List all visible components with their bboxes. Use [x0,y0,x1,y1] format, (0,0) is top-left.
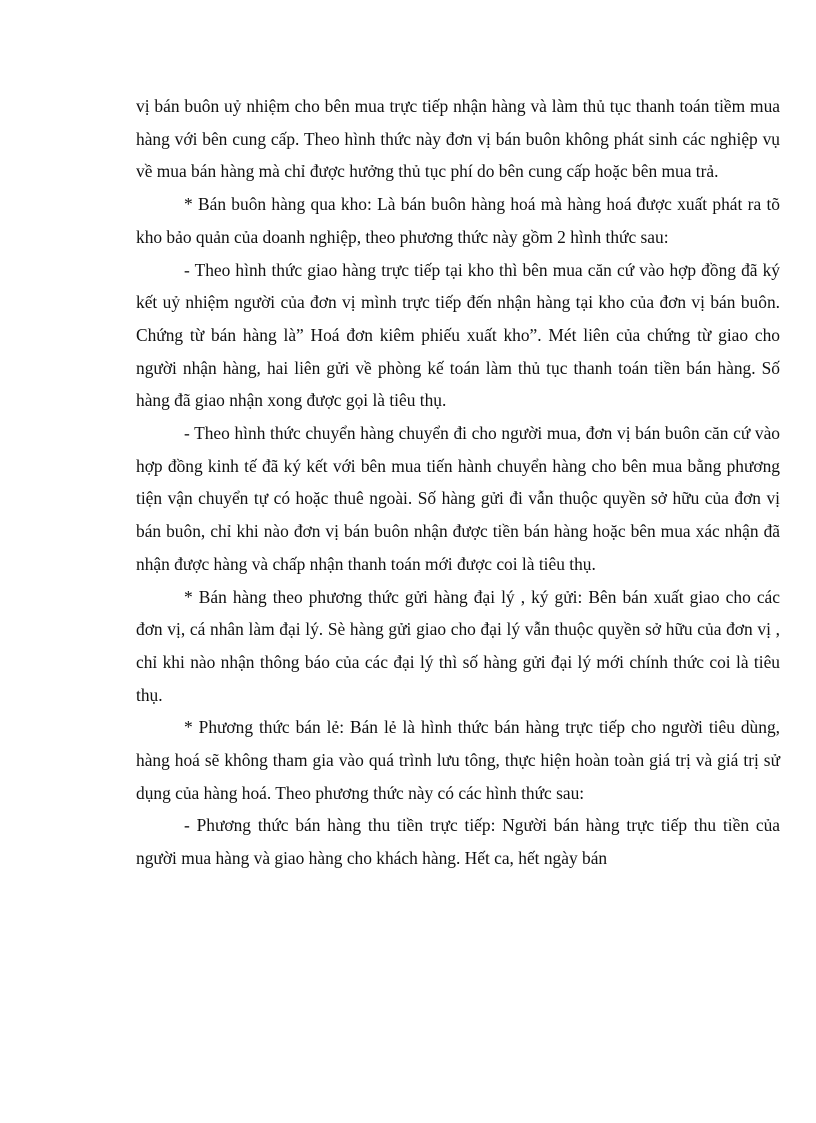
document-page [136,90,780,875]
paragraph-direct-delivery: - Theo hình thức giao hàng trực tiếp tại kho thì bên mua căn cứ vào hợp đồng đã ký kết uỷ nhiệm người của đơn vị mình trực tiếp đến nhận hàng tại kho của đơn vị bán buôn. Chứng từ bán hàng là” Hoá đơn kiêm phiếu xuất kho”. Mét liên của chứng từ giao cho người nhận hàng, hai liên gửi về phòng kế toán làm thủ tục thanh toán tiền bán hàng. Số hàng đã giao nhận xong được gọi là tiêu thụ. [136,259,780,411]
paragraph-retail: * Phương thức bán lẻ: Bán lẻ là hình thức bán hàng trực tiếp cho người tiêu dùng, hàng hoá sẽ không tham gia vào quá trình lưu tông, thực hiện hoàn toàn giá trị và giá trị sử dụng của hàng hoá. Theo phương thức này có các hình thức sau: [136,717,780,803]
paragraph-direct-collection: - Phương thức bán hàng thu tiền trực tiếp: Người bán hàng trực tiếp thu tiền của người mua hàng và giao hàng cho khách hàng. Hết ca, hết ngày bán [136,815,780,869]
paragraph-consignment: * Bán hàng theo phương thức gửi hàng đại lý , ký gửi: Bên bán xuất giao cho các đơn vị, cá nhân làm đại lý. Sè hàng gửi giao cho đại lý vẫn thuộc quyền sở hữu của đơn vị , chỉ khi nào nhận thông báo của các đại lý thì số hàng gửi đại lý mới chính thức coi là tiêu thụ. [136,586,780,705]
paragraph-wholesale-warehouse: * Bán buôn hàng qua kho: Là bán buôn hàng hoá mà hàng hoá được xuất phát ra tõ kho bảo quản của doanh nghiệp, theo phương thức này gồm 2 hình thức sau: [136,194,780,247]
paragraph-continuation: vị bán buôn uỷ nhiệm cho bên mua trực tiếp nhận hàng và làm thủ tục thanh toán tiềm mua hàng với bên cung cấp. Theo hình thức này đơn vị bán buôn không phát sinh các nghiệp vụ về mua bán hàng mà chỉ được hưởng thủ tục phí do bên cung cấp hoặc bên mua trả. [136,96,780,182]
paragraph-shipping-delivery: - Theo hình thức chuyển hàng chuyển đi cho người mua, đơn vị bán buôn căn cứ vào hợp đồng kinh tế đã ký kết với bên mua tiến hành chuyển hàng cho bên mua bằng phương tiện vận chuyển tự có hoặc thuê ngoài. Số hàng gửi đi vẫn thuộc quyền sở hữu của đơn vị bán buôn, chỉ khi nào đơn vị bán buôn nhận được tiền bán hàng hoặc bên mua xác nhận đã nhận được hàng và chấp nhận thanh toán mới được coi là tiêu thụ. [136,423,780,574]
